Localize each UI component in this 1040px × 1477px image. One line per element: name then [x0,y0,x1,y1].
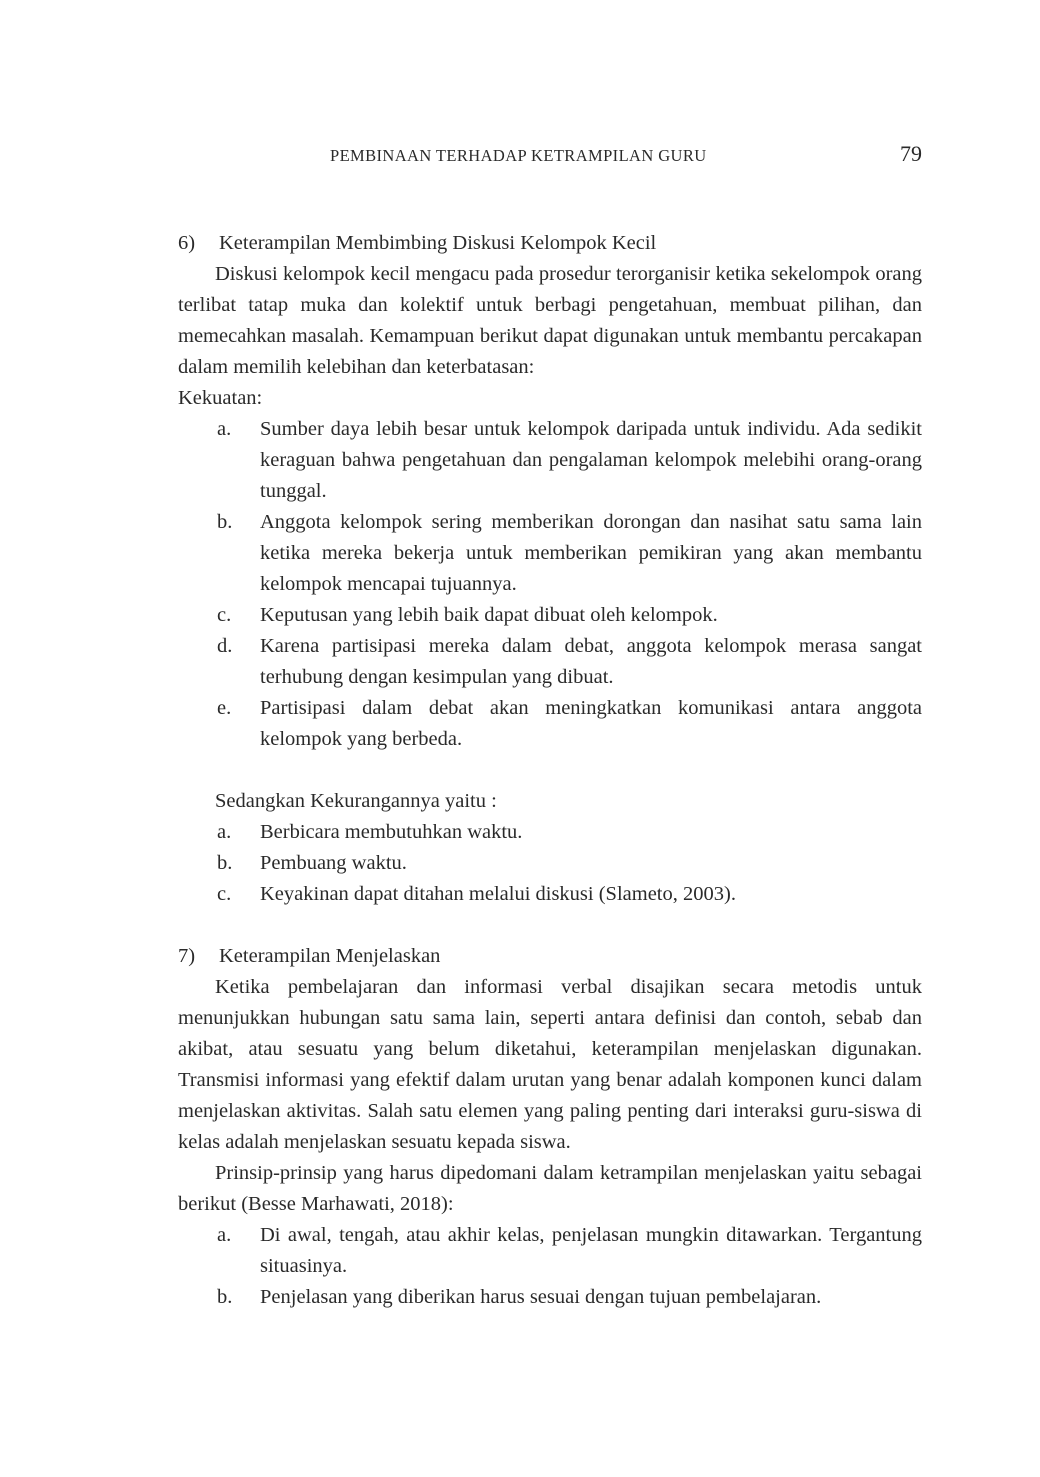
section7-paragraph-1: Ketika pembelajaran dan informasi verbal disajikan secara metodis untuk menunjukkan hubungan satu sama lain, seperti antara definisi dan contoh, sebab dan akibat, atau sesuatu yang belum diketahui, keterampilan menjelaskan digunakan. Transmisi informasi yang efektif dalam urutan yang benar adalah komponen kunci dalam menjelaskan aktivitas. Salah satu elemen yang paling penting dari interaksi guru-siswa di kelas adalah menjelaskan sesuatu kepada siswa. [178,976,922,1153]
list-letter: a. [217,1224,232,1246]
list-text: Di awal, tengah, atau akhir kelas, penjelasan mungkin ditawarkan. Tergantung situasinya. [260,1224,922,1277]
list-letter: a. [217,418,232,440]
list-text: Pembuang waktu. [260,852,407,874]
list-text: Anggota kelompok sering memberikan dorongan dan nasihat satu sama lain ketika mereka bekerja untuk memberikan pemikiran yang akan membantu kelompok mencapai tujuannya. [260,511,922,595]
list-item [217,879,922,910]
section6-paragraph: Diskusi kelompok kecil mengacu pada prosedur terorganisir ketika sekelompok orang terlibat tatap muka dan kolektif untuk berbagi pengetahuan, membuat pilihan, dan memecahkan masalah. Kemampuan berikut dapat digunakan untuk membantu percakapan dalam memilih kelebihan dan keterbatasan: [178,263,922,378]
list-text: Keputusan yang lebih baik dapat dibuat oleh kelompok. [260,604,718,626]
list-text: Karena partisipasi mereka dalam debat, anggota kelompok merasa sangat terhubung dengan kesimpulan yang dibuat. [260,635,922,688]
weaknesses-list [178,817,922,910]
list-item [217,631,922,693]
list-item [217,848,922,879]
principles-list [178,1220,922,1313]
weaknesses-label: Sedangkan Kekurangannya yaitu : [215,790,497,812]
list-letter: c. [217,604,232,626]
list-letter: b. [217,511,233,533]
page-number: 79 [900,141,922,166]
list-text: Penjelasan yang diberikan harus sesuai dengan tujuan pembelajaran. [260,1286,822,1308]
list-item [217,1282,922,1313]
list-letter: e. [217,697,232,719]
list-text: Partisipasi dalam debat akan meningkatkan komunikasi antara anggota kelompok yang berbeda. [260,697,922,750]
page-body [178,228,922,1313]
running-head: PEMBINAAN TERHADAP KETRAMPILAN GURU [330,146,707,165]
section-heading-6 [178,228,922,259]
section-number: 7) [178,945,196,967]
section-heading-7 [178,941,922,972]
list-item [217,1220,922,1282]
spacer [178,910,922,941]
list-item [217,414,922,507]
section-title: Keterampilan Menjelaskan [219,945,441,967]
list-item [217,693,922,755]
list-text: Berbicara membutuhkan waktu. [260,821,523,843]
list-letter: c. [217,883,232,905]
section-number: 6) [178,232,196,254]
list-letter: a. [217,821,232,843]
section-title: Keterampilan Membimbing Diskusi Kelompok Kecil [219,232,657,254]
strengths-list [178,414,922,755]
list-item [217,507,922,600]
list-item [217,817,922,848]
list-letter: b. [217,852,233,874]
strengths-label: Kekuatan: [178,387,263,409]
section7-paragraph-2: Prinsip-prinsip yang harus dipedomani dalam ketrampilan menjelaskan yaitu sebagai berikut (Besse Marhawati, 2018): [178,1162,922,1215]
list-text: Keyakinan dapat ditahan melalui diskusi (Slameto, 2003). [260,883,736,905]
list-text: Sumber daya lebih besar untuk kelompok daripada untuk individu. Ada sedikit keraguan bahwa pengetahuan dan pengalaman kelompok melebihi orang-orang tunggal. [260,418,922,502]
list-item [217,600,922,631]
spacer [178,755,922,786]
list-letter: b. [217,1286,233,1308]
list-letter: d. [217,635,233,657]
